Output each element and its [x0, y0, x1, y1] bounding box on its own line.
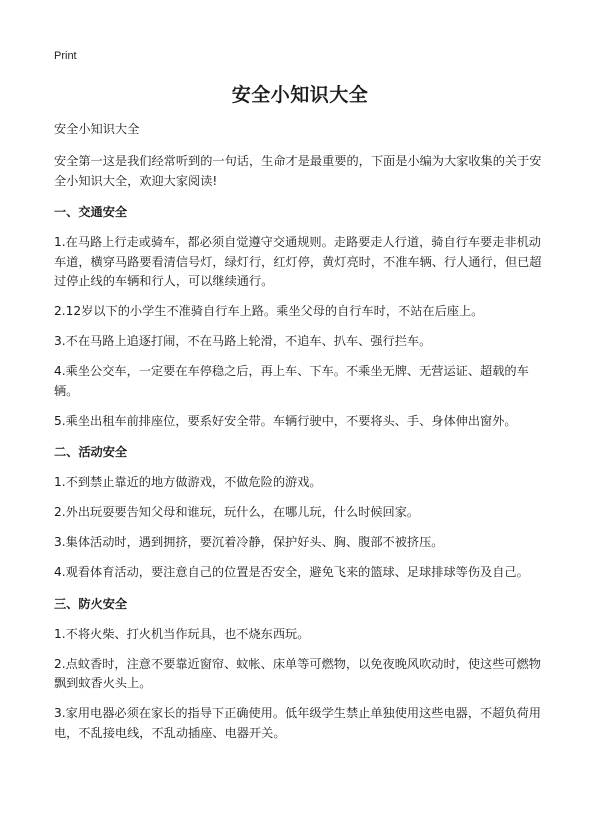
section-heading-fire: 三、防火安全 — [54, 596, 128, 611]
list-item: 1.不到禁止靠近的地方做游戏，不做危险的游戏。 — [54, 475, 322, 489]
page-title: 安全小知识大全 — [231, 84, 369, 106]
list-item: 2.12岁以下的小学生不准骑自行车上路。乘坐父母的自行车时，不站在后座上。 — [54, 304, 484, 318]
print-link[interactable]: Print — [54, 50, 77, 62]
list-item: 3.不在马路上追逐打闹，不在马路上轮滑，不追车、扒车、强行拦车。 — [54, 334, 432, 348]
list-item: 2.外出玩耍要告知父母和谁玩，玩什么，在哪儿玩，什么时候回家。 — [54, 505, 420, 519]
list-item: 4.乘坐公交车，一定要在车停稳之后，再上车、下车。不乘坐无牌、无营运证、超载的车辆。 — [54, 364, 529, 398]
list-item: 1.不将火柴、打火机当作玩具，也不烧东西玩。 — [54, 626, 310, 641]
list-item: 3.家用电器必须在家长的指导下正确使用。低年级学生禁止单独使用这些电器，不超负荷用电，不乱接电线，不乱动插座、电器开关。 — [54, 706, 541, 740]
list-item: 2.点蚊香时，注意不要靠近窗帘、蚊帐、床单等可燃物，以免夜晚风吹动时，使这些可燃物飘到蚊香火头上。 — [54, 656, 541, 690]
list-item: 4.观看体育活动，要注意自己的位置是否安全，避免飞来的篮球、足球排球等伤及自己。 — [54, 565, 529, 579]
subtitle: 安全小知识大全 — [54, 122, 140, 136]
section-heading-traffic: 一、交通安全 — [54, 205, 128, 219]
section-heading-activity: 二、活动安全 — [54, 445, 128, 459]
list-item: 3.集体活动时，遇到拥挤，要沉着冷静，保护好头、胸、腹部不被挤压。 — [54, 535, 444, 549]
list-item: 5.乘坐出租车前排座位，要系好安全带。车辆行驶中，不要将头、手、身体伸出窗外。 — [54, 413, 517, 428]
intro-paragraph: 安全第一这是我们经常听到的一句话，生命才是最重要的，下面是小编为大家收集的关于安全小知识大全，欢迎大家阅读! — [54, 154, 542, 188]
list-item: 1.在马路上行走或骑车，都必须自觉遵守交通规则。走路要走人行道，骑自行车要走非机动车道，横穿马路要看清信号灯，绿灯行，红灯停，黄灯亮时，不准车辆、行人通行，但已超过停止线的车辆和行人，可以继续通行。 — [54, 235, 542, 288]
